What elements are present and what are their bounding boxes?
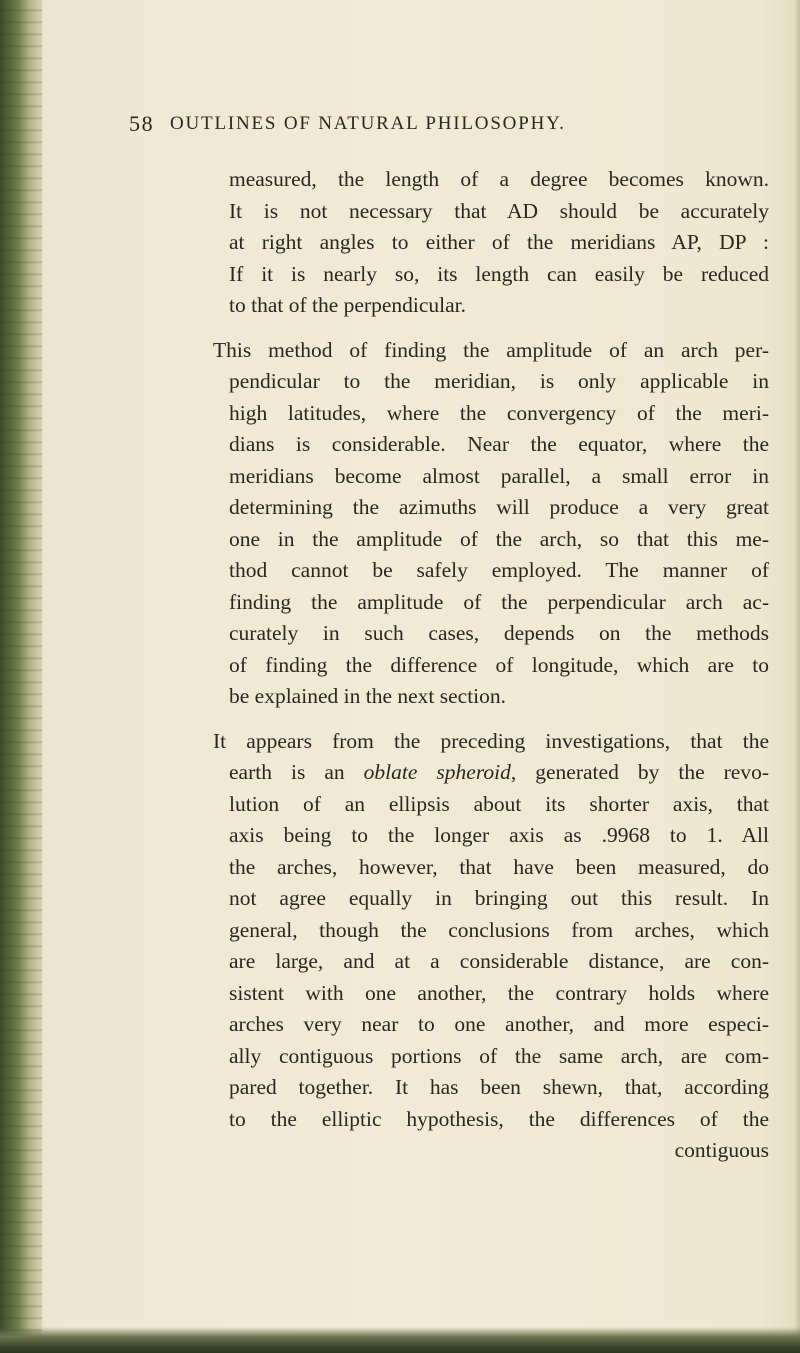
text-line: axis being to the longer axis as .9968 to 1. All xyxy=(229,823,769,847)
text-line-with-italic xyxy=(229,757,769,789)
text-line: at right angles to either of the meridians AP, DP : xyxy=(229,230,769,254)
page-edge-right xyxy=(794,0,800,1353)
paragraph-2 xyxy=(213,335,769,713)
text-line: thod cannot be safely employed. The manner of xyxy=(229,558,769,582)
text-line: the arches, however, that have been measured, do xyxy=(229,854,769,879)
text-line: If it is nearly so, its length can easily be reduced xyxy=(229,261,769,286)
text-line: one in the amplitude of the arch, so that this me- xyxy=(229,526,769,551)
text-line: ally contiguous portions of the same arch, are com- xyxy=(229,1043,769,1068)
text-line: sistent with one another, the contrary holds where xyxy=(229,980,769,1005)
line-segment: earth is an xyxy=(229,760,364,784)
text-line: lution of an ellipsis about its shorter axis, that xyxy=(229,791,769,816)
catchword: contiguous xyxy=(674,1138,769,1162)
text-line: high latitudes, where the convergency of the meri- xyxy=(229,400,769,425)
paragraph-gap xyxy=(229,322,769,335)
running-title: OUTLINES OF NATURAL PHILOSOPHY. xyxy=(170,113,566,134)
text-line: finding the amplitude of the perpendicular arch ac- xyxy=(229,589,769,614)
paragraph-1 xyxy=(229,164,769,322)
page-number: 58 xyxy=(129,111,155,136)
page-header xyxy=(129,111,709,143)
text-line: determining the azimuths will produce a very great xyxy=(229,495,769,519)
italic-term: oblate spheroid xyxy=(363,760,511,784)
text-line: measured, the length of a degree becomes known. xyxy=(229,167,769,191)
text-line: general, though the conclusions from arches, which xyxy=(229,917,769,942)
text-line: arches very near to one another, and more especi- xyxy=(229,1012,769,1036)
text-line: This method of finding the amplitude of an arch per- xyxy=(213,337,769,362)
text-line: pendicular to the meridian, is only applicable in xyxy=(229,369,769,393)
text-line: be explained in the next section. xyxy=(229,684,507,708)
page-binding-left xyxy=(0,0,42,1353)
text-line: dians is considerable. Near the equator, where the xyxy=(229,432,769,456)
text-line: to that of the perpendicular. xyxy=(229,293,467,317)
paragraph-gap xyxy=(229,713,769,726)
line-segment: , generated by the revo- xyxy=(510,760,769,784)
text-line: not agree equally in bringing out this result. In xyxy=(229,886,769,910)
text-line: are large, and at a considerable distance, are con- xyxy=(229,949,769,973)
paragraph-3 xyxy=(213,726,769,1167)
text-line: It appears from the preceding investigations, that the xyxy=(213,728,769,753)
body-text xyxy=(213,164,769,1167)
text-line: of finding the difference of longitude, which are to xyxy=(229,652,769,677)
page-binding-bottom xyxy=(0,1327,800,1353)
text-line: pared together. It has been shewn, that, according xyxy=(229,1075,769,1099)
text-line: It is not necessary that AD should be accurately xyxy=(229,198,769,223)
text-line: curately in such cases, depends on the methods xyxy=(229,621,769,645)
text-line: meridians become almost parallel, a small error in xyxy=(229,463,769,488)
text-line: to the elliptic hypothesis, the differences of the xyxy=(229,1106,769,1131)
